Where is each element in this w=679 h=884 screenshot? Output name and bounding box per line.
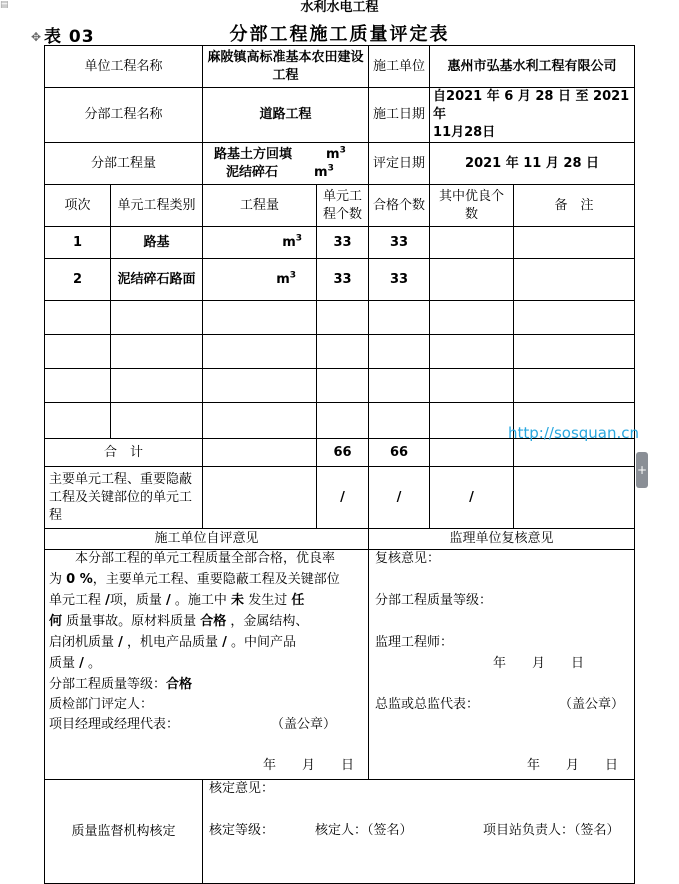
construction-date-value: [430, 88, 635, 143]
col-header-excellent-count: 其中优良个数: [430, 185, 514, 227]
col-header-quantity: 工程量: [203, 185, 317, 227]
col-header-unit-type: 单元工程类别: [111, 185, 203, 227]
contractor-text-line3: 单元工程 /项，质量 / 。施工中 未 发生过 任: [49, 593, 305, 608]
quantity-item-2: 泥结碎石: [226, 164, 279, 180]
table-row-empty: [45, 301, 635, 335]
quantity-exponent-1: 3: [339, 145, 346, 156]
contractor-label: 施工单位: [369, 46, 430, 88]
row-remarks: [514, 227, 635, 259]
quantity-unit-1: m: [326, 146, 340, 162]
watermark-url: http://sosquan.cn: [508, 424, 640, 442]
eval-date-label: 评定日期: [369, 143, 430, 185]
quantity-label: 分部工程量: [45, 143, 203, 185]
verification-opinion-label: 核定意见：: [209, 781, 275, 796]
table-row: [45, 227, 635, 259]
row-type: 路基: [111, 227, 203, 259]
contractor-opinion-header: 施工单位自评意见: [45, 529, 369, 550]
supervisor-opinion-header: 监理单位复核意见: [369, 529, 635, 550]
key-excellent-count: /: [430, 467, 514, 529]
document-category: 水利水电工程: [300, 0, 379, 15]
unit-project-label: 单位工程名称: [45, 46, 203, 88]
evaluation-table: [44, 45, 634, 884]
row-unit-count: 33: [317, 227, 369, 259]
key-works-label: 主要单元工程、重要隐蔽工程及关键部位的单元工程: [45, 467, 203, 529]
supervisor-engineer-date: 年 月 日: [493, 656, 585, 671]
supervisor-engineer-label: 监理工程师：: [375, 635, 454, 650]
row-type: 泥结碎石路面: [111, 259, 203, 301]
supervisor-grade-label: 分部工程质量等级：: [375, 593, 493, 608]
row-qualified-count: 33: [369, 259, 430, 301]
verification-body: [203, 780, 635, 884]
document-icon: ▤: [0, 0, 9, 10]
row-no: 1: [45, 227, 111, 259]
quantity-value: [203, 143, 369, 185]
row-qualified-count: 33: [369, 227, 430, 259]
supervisor-seal: （盖公章）: [559, 697, 625, 712]
construction-date-line1: 自2021 年 6 月 28 日 至 2021年: [433, 89, 630, 122]
contractor-text-line2: 为 0 %，主要单元工程、重要隐蔽工程及关键部位: [49, 572, 340, 587]
project-manager-label: 项目经理或经理代表：: [49, 717, 180, 732]
row-quantity-unit: m: [282, 234, 296, 250]
col-header-qualified-count: 合格个数: [369, 185, 430, 227]
key-unit-count: /: [317, 467, 369, 529]
row-quantity-exponent: 3: [289, 270, 297, 281]
row-unit-count: 33: [317, 259, 369, 301]
qc-evaluator-label: 质检部门评定人：: [49, 697, 154, 712]
chief-supervisor-label: 总监或总监代表：: [375, 697, 480, 712]
row-excellent-count: [430, 259, 514, 301]
supervisor-date: 年 月 日: [527, 758, 619, 773]
table-row-empty: [45, 369, 635, 403]
quantity-exponent-2: 3: [327, 163, 334, 174]
station-lead-label: 项目站负责人：（签名）: [483, 823, 620, 838]
division-label: 分部工程名称: [45, 88, 203, 143]
total-qualified-count: 66: [369, 439, 430, 467]
supervisor-opinion-body: [369, 550, 635, 780]
division-value: 道路工程: [203, 88, 369, 143]
document-title: 分部工程施工质量评定表: [229, 24, 450, 45]
total-label: 合 计: [45, 439, 203, 467]
contractor-text-line4: 何 质量事故。原材料质量 合格 ，金属结构、: [49, 614, 309, 629]
table-row-empty: [45, 335, 635, 369]
total-unit-count: 66: [317, 439, 369, 467]
row-quantity-exponent: 3: [295, 233, 303, 244]
unit-project-value: 麻陂镇高标准基本农田建设工程: [203, 46, 369, 88]
plus-icon[interactable]: +: [636, 452, 648, 488]
row-quantity: [203, 227, 317, 259]
construction-date-line2: 11月28日: [433, 125, 496, 140]
contractor-date: 年 月 日: [263, 758, 355, 773]
verification-label: 质量监督机构核定: [45, 780, 203, 884]
row-remarks: [514, 259, 635, 301]
contractor-text-line1: 本分部工程的单元工程质量全部合格，优良率: [75, 551, 336, 566]
contractor-opinion-body: [45, 550, 369, 780]
eval-date-value: 2021 年 11 月 28 日: [430, 143, 635, 185]
row-quantity-unit: m: [276, 271, 290, 287]
row-excellent-count: [430, 227, 514, 259]
col-header-item-no: 项次: [45, 185, 111, 227]
supervisor-review-label: 复核意见：: [375, 551, 441, 566]
verifier-label: 核定人：（签名）: [315, 823, 413, 838]
contractor-grade: 分部工程质量等级：合格: [49, 677, 193, 692]
row-no: 2: [45, 259, 111, 301]
contractor-text-line6: 质量 / 。: [49, 656, 102, 671]
contractor-seal: （盖公章）: [271, 717, 337, 732]
key-qualified-count: /: [369, 467, 430, 529]
move-icon[interactable]: ✥: [30, 30, 42, 44]
col-header-remarks: 备 注: [514, 185, 635, 227]
document-number: 表 03: [44, 27, 95, 47]
row-quantity: [203, 259, 317, 301]
quantity-unit-2: m: [314, 164, 328, 180]
contractor-value: 惠州市弘基水利工程有限公司: [430, 46, 635, 88]
construction-date-label: 施工日期: [369, 88, 430, 143]
verification-grade-label: 核定等级：: [209, 823, 275, 838]
col-header-unit-count: 单元工程个数: [317, 185, 369, 227]
table-row: [45, 259, 635, 301]
quantity-item-1: 路基土方回填: [214, 146, 293, 162]
contractor-text-line5: 启闭机质量 / ，机电产品质量 / 。中间产品: [49, 635, 297, 650]
